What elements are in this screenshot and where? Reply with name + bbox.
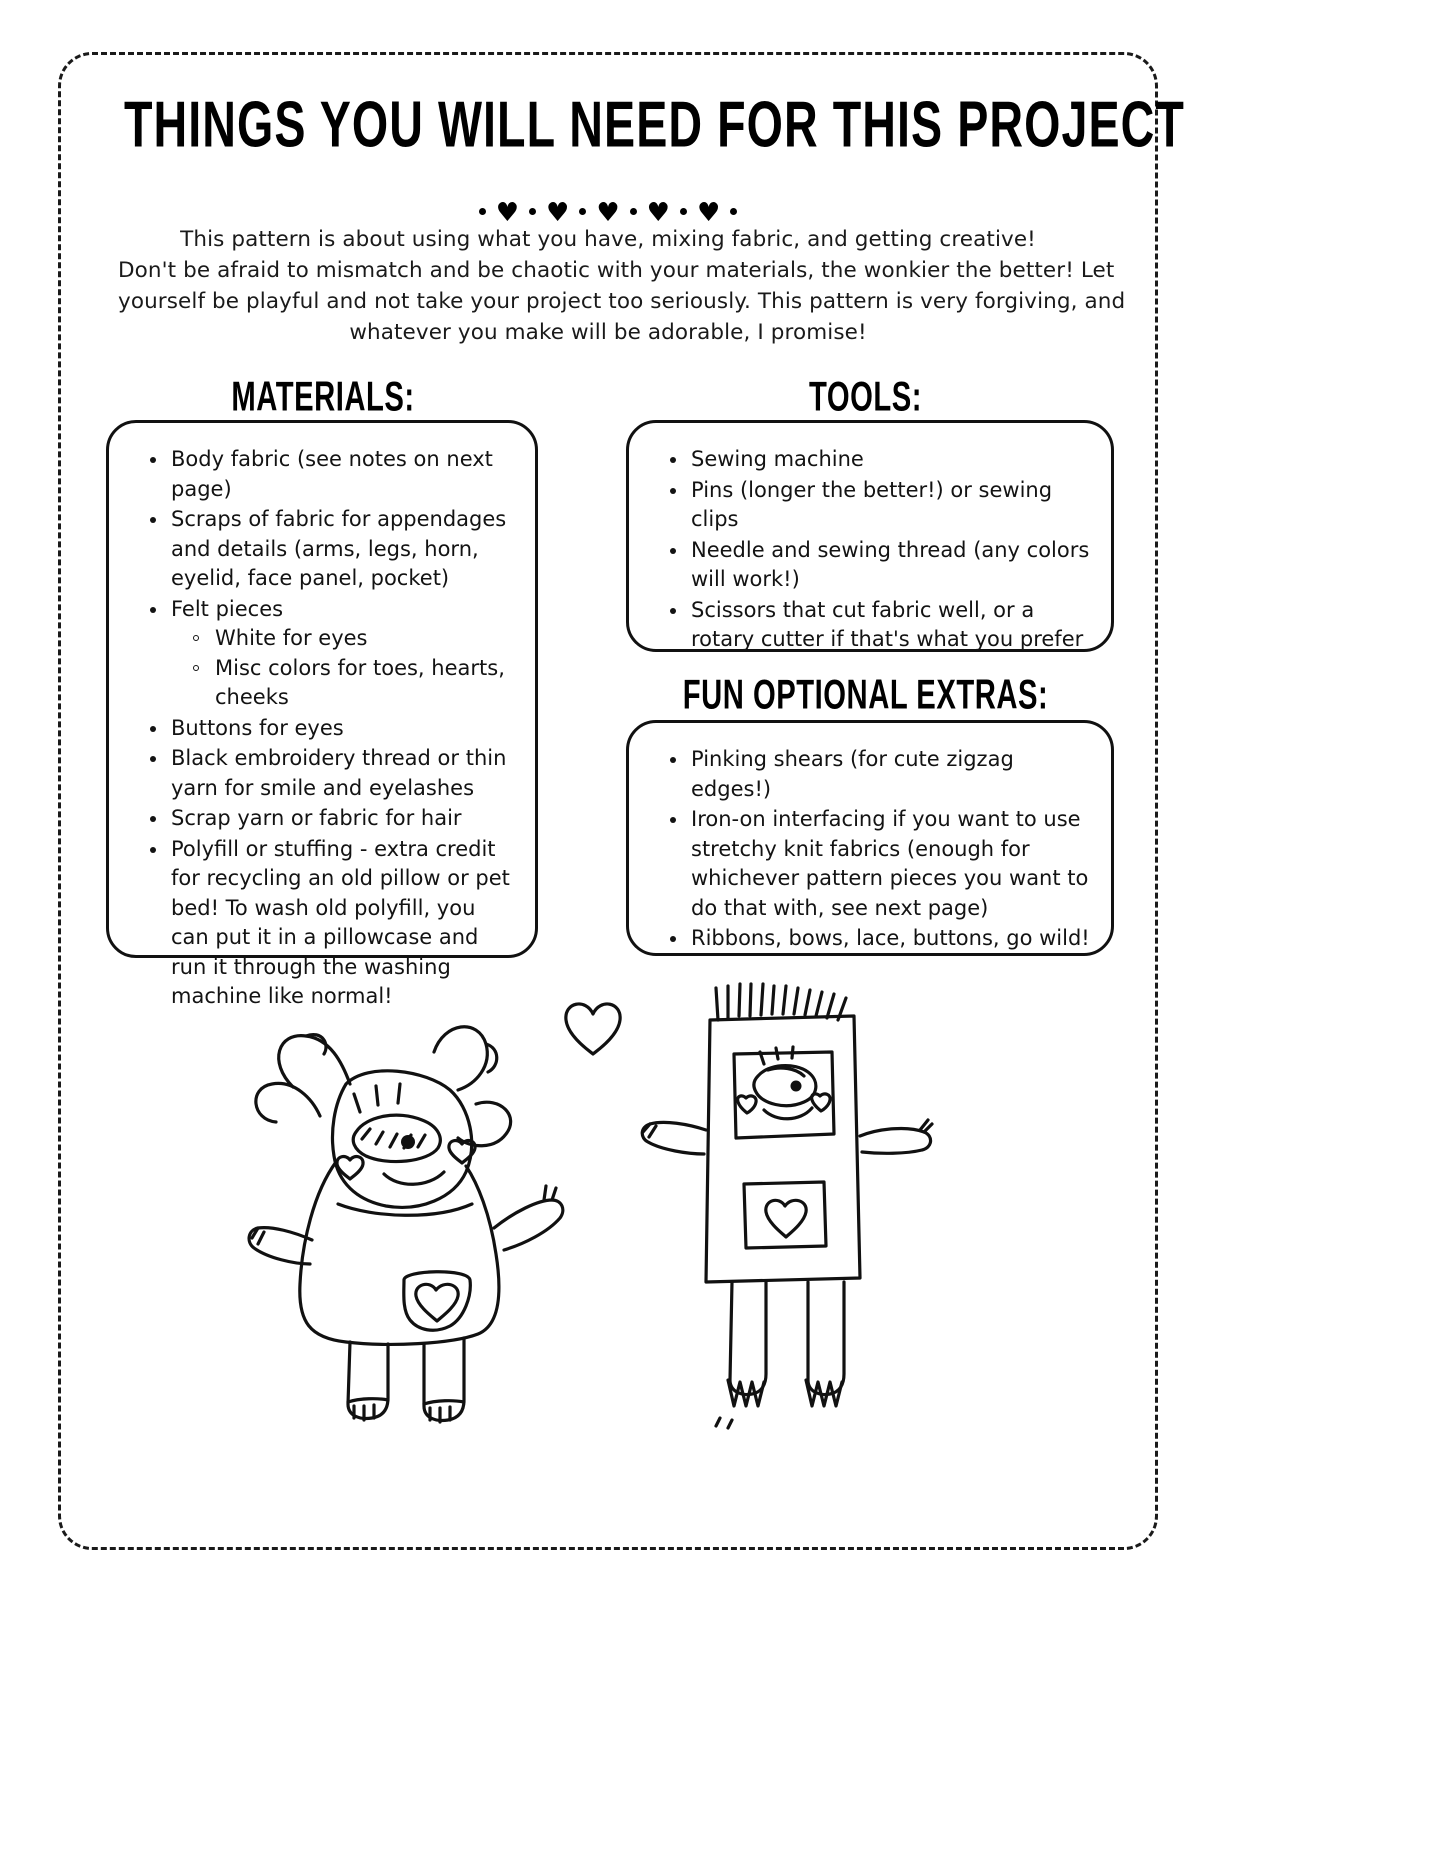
heart-icon: ♥ [495,198,520,228]
intro-line: Don't be afraid to mismatch and be chaotic with your materials, the wonkier the better! Let [118,258,1115,283]
divider-dot-icon [579,208,586,215]
tools-list [663,445,1093,655]
materials-list [143,445,517,1012]
list-item [663,445,1093,475]
list-item-text: Scissors that cut fabric well, or a rotary cutter if that's what you prefer [691,597,1084,651]
list-item [143,445,517,504]
list-item-text: Buttons for eyes [171,715,344,740]
divider-dot-icon [680,208,687,215]
robot-plush-illustration [628,982,978,1452]
intro-line: This pattern is about using what you have, mixing fabric, and getting creative! [180,227,1036,252]
list-item [143,595,517,713]
list-item [143,804,517,834]
intro-line: whatever you make will be adorable, I promise! [349,320,867,345]
sub-list-item [185,624,517,654]
list-item [663,924,1093,954]
list-item-text: Pinking shears (for cute zigzag edges!) [691,747,1014,801]
heart-divider [58,200,1158,226]
list-item [663,536,1093,595]
extras-box [626,720,1114,956]
sub-list-item-text: Misc colors for toes, hearts, cheeks [215,655,505,709]
list-item-text: Pins (longer the better!) or sewing clips [691,477,1053,531]
heart-icon: ♥ [696,198,721,228]
divider-dot-icon [730,208,737,215]
list-item [663,805,1093,923]
list-item-text: Needle and sewing thread (any colors will work!) [691,537,1090,591]
list-item-text: Sewing machine [691,447,864,471]
divider-dot-icon [529,208,536,215]
list-item-text: Ribbons, bows, lace, buttons, go wild! [691,926,1090,950]
extras-list [663,745,1093,954]
divider-dot-icon [630,208,637,215]
heart-doodle-illustration [558,992,628,1062]
felt-sublist [171,624,517,713]
materials-box [106,420,538,1008]
intro-line: yourself be playful and not take your project too seriously. This pattern is very forgiving, and [118,289,1126,314]
heart-icon: ♥ [646,198,670,228]
list-item [143,714,517,744]
heart-icon: ♥ [596,198,620,228]
sub-list-item-text: White for eyes [215,626,368,650]
sub-list-item [185,654,517,713]
extras-heading: FUN OPTIONAL EXTRAS: [682,672,1049,719]
list-item [143,744,517,803]
list-item-text: Polyfill or stuffing - extra credit for recycling an old pillow or pet bed! To wash old polyfill, you can put it in a pillowcase and run it through the washing machine like normal! [171,836,510,1008]
materials-heading: MATERIALS: [231,374,415,421]
list-item-text: Body fabric (see notes on next page) [171,447,493,501]
list-item-text: Scrap yarn or fabric for hair [171,806,462,830]
tools-heading: TOOLS: [808,374,923,421]
list-item-text: Felt pieces [171,596,284,621]
list-item [663,745,1093,804]
list-item [143,505,517,594]
page-title: THINGS YOU WILL NEED FOR THIS PROJECT [124,89,1185,162]
list-item-text: Black embroidery thread or thin yarn for smile and eyelashes [171,746,507,800]
page-content [58,52,1185,1550]
list-item [663,596,1093,655]
intro-paragraph [118,224,1126,348]
list-item [663,476,1093,535]
divider-dot-icon [479,208,486,215]
heart-icon: ♥ [546,198,570,228]
list-item-text: Iron-on interfacing if you want to use stretchy knit fabrics (enough for whichever pattern pieces you want to do that with, see next page) [691,807,1089,920]
monster-plush-illustration [238,992,568,1462]
illustration-area [58,982,1158,1502]
tools-box [626,420,1114,652]
list-item-text: Scraps of fabric for appendages and details (arms, legs, horn, eyelid, face panel, pocket) [171,507,507,590]
